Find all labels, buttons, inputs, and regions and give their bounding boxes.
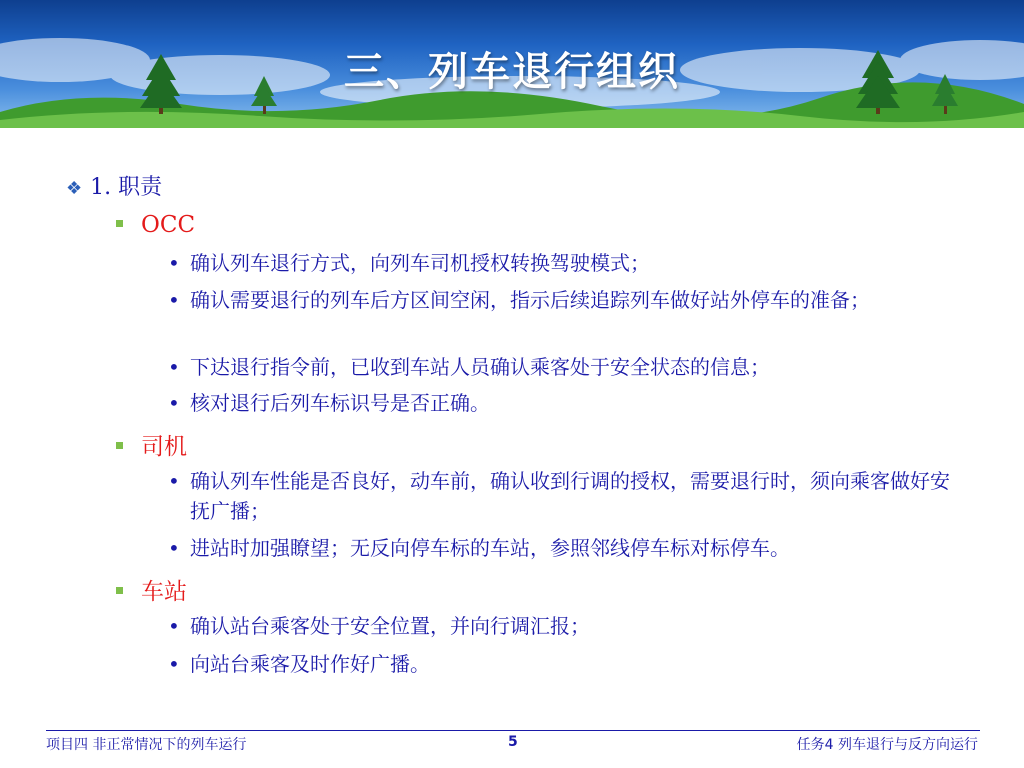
dot-bullet-icon: • (168, 391, 180, 415)
group-station (116, 573, 187, 606)
bullet-item (168, 248, 968, 278)
section-heading (66, 170, 162, 201)
bullet-text: 核对退行后列车标识号是否正确。 (190, 391, 490, 415)
dot-bullet-icon: • (168, 251, 180, 275)
dot-bullet-icon: • (168, 536, 180, 560)
group-label: 司机 (141, 434, 187, 460)
bullet-item (168, 466, 968, 526)
dot-bullet-icon: • (168, 652, 180, 676)
footer-right: 任务4 列车退行与反方向运行 (796, 737, 978, 753)
square-bullet-icon (116, 587, 123, 594)
dot-bullet-icon: • (168, 614, 180, 638)
group-label: 车站 (141, 579, 187, 605)
group-occ (116, 212, 195, 238)
bullet-text: 确认列车性能是否良好，动车前，确认收到行调的授权，需要退行时，须向乘客做好安抚广播； (190, 469, 950, 523)
dot-bullet-icon: • (168, 355, 180, 379)
bullet-text: 向站台乘客及时作好广播。 (190, 652, 430, 676)
section-heading-text: 1. 职责 (90, 175, 163, 200)
group-driver (116, 428, 187, 461)
bullet-text: 进站时加强瞭望；无反向停车标的车站，参照邻线停车标对标停车。 (190, 536, 790, 560)
bullet-item (168, 649, 968, 679)
square-bullet-icon (116, 220, 123, 227)
bullet-item (168, 388, 968, 418)
footer-divider (46, 730, 980, 731)
bullet-item (168, 533, 968, 563)
square-bullet-icon (116, 442, 123, 449)
dot-bullet-icon: • (168, 288, 180, 312)
bullet-text: 下达退行指令前，已收到车站人员确认乘客处于安全状态的信息； (190, 355, 770, 379)
footer-left: 项目四 非正常情况下的列车运行 (46, 737, 247, 753)
bullet-item (168, 352, 968, 382)
bullet-item (168, 285, 968, 315)
bullet-item (168, 611, 968, 641)
diamond-bullet-icon: ❖ (66, 178, 83, 199)
slide-title: 三、列车退行组织 (344, 49, 680, 95)
dot-bullet-icon: • (168, 469, 180, 493)
page-number: 5 (508, 734, 518, 750)
bullet-text: 确认站台乘客处于安全位置，并向行调汇报； (190, 614, 590, 638)
group-label: OCC (141, 212, 196, 238)
bullet-text: 确认需要退行的列车后方区间空闲，指示后续追踪列车做好站外停车的准备； (190, 288, 870, 312)
bullet-text: 确认列车退行方式，向列车司机授权转换驾驶模式； (190, 251, 650, 275)
